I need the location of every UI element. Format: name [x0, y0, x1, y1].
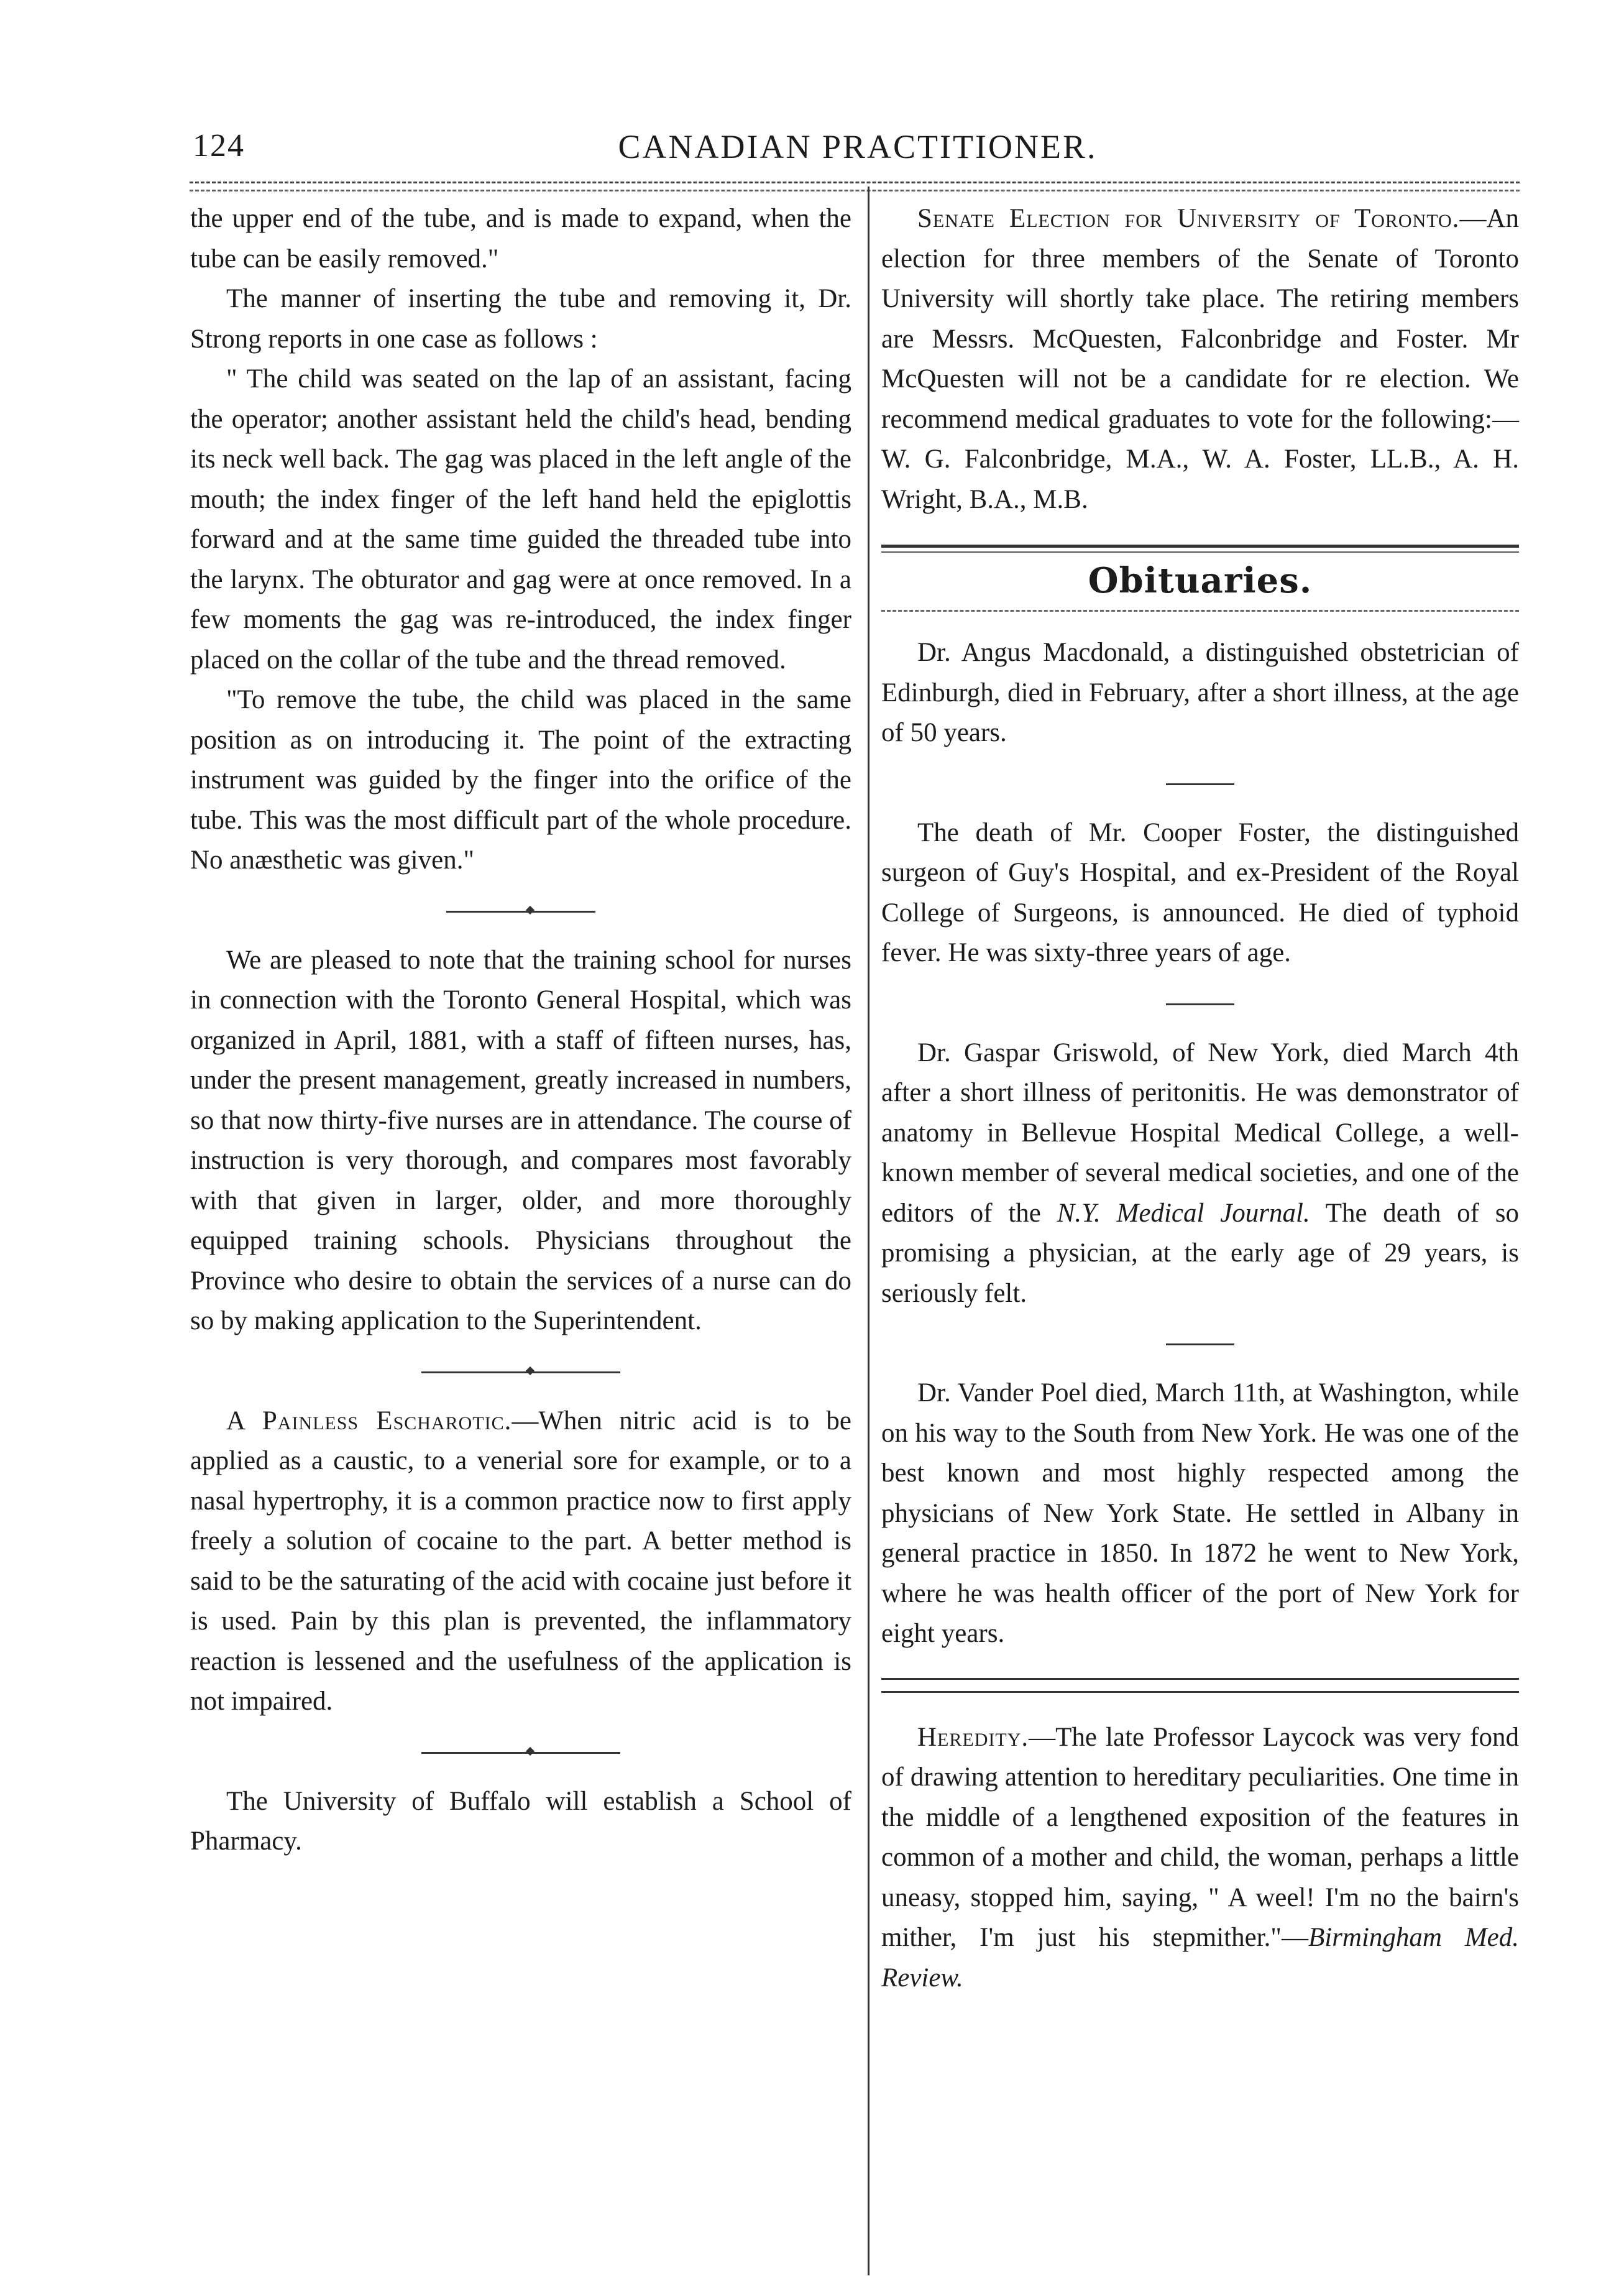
left-column — [190, 199, 851, 1862]
paragraph-body: —An election for three members of the Senate of Toronto University will shortly take place. The retiring members are Messrs. McQuesten, Falconbridge and Foster. Mr McQuesten will not be a candidate for re election. We recommend medical graduates to vote for the following:—W. G. Falconbridge, M.A., W. A. Foster, LL.B., A. H. Wright, B.A., M.B. — [881, 204, 1519, 514]
ornamental-rule — [190, 1722, 851, 1782]
paragraph-removal-quote: "To remove the tube, the child was placed in the same position as on introducing it. The point of the extracting instrument was guided by the finger into the orifice of the tube. This was the most difficult part of the whole procedure. No anæsthetic was given." — [190, 685, 851, 875]
paragraph-body: —The late Professor Laycock was very fond of drawing attention to hereditary peculiarities. One time in the middle of a lengthened exposition of the features in common of a mother and child, the woman, perhaps a little uneasy, stopped him, saying, " A weel! I'm no the bairn's mither, I'm just his stepmither."— — [881, 1722, 1519, 1952]
running-head: CANADIAN PRACTITIONER. — [618, 128, 1098, 165]
paragraph-insertion-intro: The manner of inserting the tube and removing it, Dr. Strong reports in one case as follows : — [190, 284, 851, 354]
source-citation: Birmingham Med. Review. — [881, 1923, 1519, 1993]
right-column — [881, 199, 1519, 1998]
paragraph-heading: Heredity. — [917, 1722, 1029, 1752]
obituary-vander-poel: Dr. Vander Poel died, March 11th, at Washington, while on his way to the South from New York. He was one of the best known and most highly respected among the physicians of New York State. He settled in Albany in general practice in 1850. In 1872 he went to New York, where he was health officer of the port of New York for eight years. — [881, 1378, 1519, 1648]
paragraph-heading: A Painless Escharotic. — [226, 1406, 512, 1435]
separator-rule — [881, 974, 1519, 1033]
obituaries-title: Obituaries. — [1088, 560, 1313, 601]
journal-title: N.Y. Medical Journal. — [1057, 1198, 1310, 1228]
section-double-rule — [881, 1678, 1519, 1693]
page-header — [193, 127, 1523, 177]
title-dashed-rule — [881, 610, 1519, 612]
paragraph-insertion-quote: " The child was seated on the lap of an assistant, facing the operator; another assistant held the child's head, bending its neck well back. The gag was placed in the left angle of the mouth; the index finger of the left hand held the epiglottis forward and at the same time guided the threaded tube into the larynx. The obturator and gag were at once removed. In a few moments the gag was re-introduced, the index finger placed on the collar of the tube and the thread removed. — [190, 364, 851, 675]
paragraph-buffalo-pharmacy: The University of Buffalo will establish a School of Pharmacy. — [190, 1786, 851, 1856]
obituary-cooper-foster: The death of Mr. Cooper Foster, the distinguished surgeon of Guy's Hospital, and ex-President of the Royal College of Surgeons, is announced. He died of typhoid fever. He was sixty-three years of age. — [881, 818, 1519, 967]
paragraph-painless-escharotic — [190, 1401, 851, 1722]
separator-rule — [881, 1314, 1519, 1373]
section-rule — [881, 545, 1519, 553]
obituary-macdonald: Dr. Angus Macdonald, a distinguished obstetrician of Edinburgh, died in February, after a short illness, at the age of 50 years. — [881, 638, 1519, 747]
column-divider — [868, 187, 869, 2275]
separator-rule — [881, 753, 1519, 813]
paragraph-training-school: We are pleased to note that the training school for nurses in connection with the Toronto General Hospital, which was organized in April, 1881, with a staff of fifteen nurses, has, under the present management, greatly increased in numbers, so that now thirty-five nurses are in attendance. The course of instruction is very thorough, and compares most favorably with that given in larger, older, and more thoroughly equipped training schools. Physicians throughout the Province who desire to obtain the services of a nurse can do so by making application to the Superintendent. — [190, 945, 851, 1335]
ornamental-rule — [190, 881, 851, 941]
header-rule — [190, 182, 1520, 191]
ornamental-rule — [190, 1342, 851, 1401]
paragraph-senate-election — [881, 199, 1519, 520]
paragraph-tube-continuation: the upper end of the tube, and is made to expand, when the tube can be easily removed." — [190, 204, 851, 274]
page-number: 124 — [193, 128, 245, 164]
paragraph-body: —When nitric acid is to be applied as a caustic, to a venerial sore for example, or to a nasal hypertrophy, it is a common practice now to first apply freely a solution of cocaine to the part. A better method is said to be the saturating of the acid with cocaine just before it is used. Pain by this plan is prevented, the inflammatory reaction is lessened and the usefulness of the application is not impaired. — [190, 1406, 851, 1716]
paragraph-heredity — [881, 1718, 1519, 1999]
paragraph-heading: Senate Election for University of Toronto. — [917, 204, 1460, 233]
obituary-griswold: Dr. Gaspar Griswold, of New York, died March 4th after a short illness of peritonitis. He was demonstrator of anatomy in Bellevue Hospital Medical College, a well-known member of several medical societies, and one of the editors of the N.Y. Medical Journal. The death of so promising a physician, at the early age of 29 years, is seriously felt. — [881, 1038, 1519, 1308]
